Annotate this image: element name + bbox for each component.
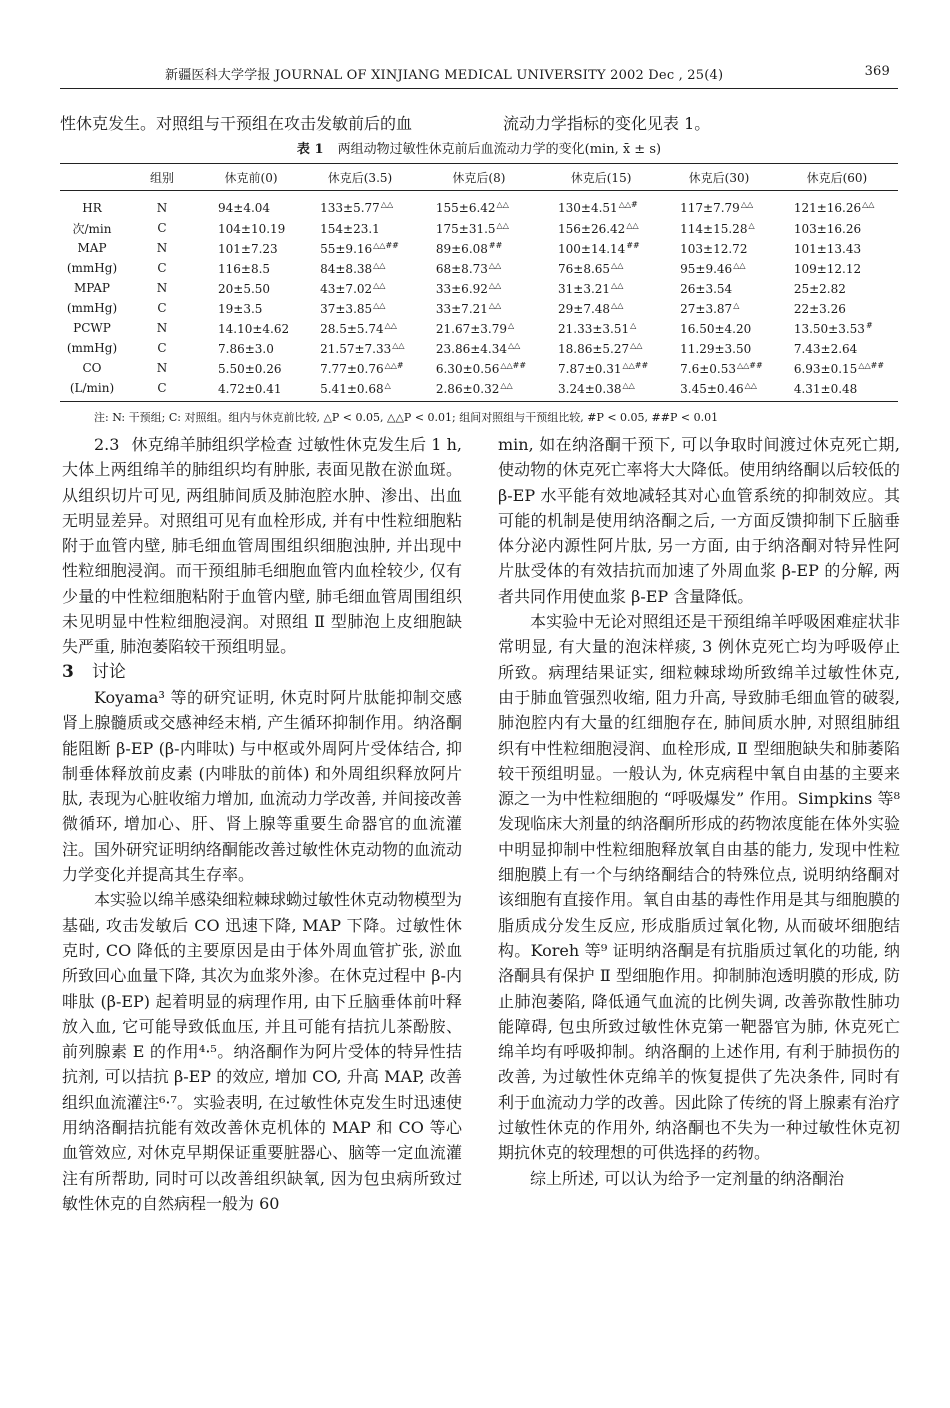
value-text: 22±3.26 bbox=[793, 301, 846, 316]
group-cell: N bbox=[156, 321, 168, 335]
table-row bbox=[60, 298, 898, 318]
value-text: 133±5.77 bbox=[320, 201, 380, 215]
column-header: 休克后(60) bbox=[776, 164, 898, 191]
group-cell: C bbox=[157, 261, 167, 275]
value-cell bbox=[418, 378, 540, 402]
value-text: 43±7.02 bbox=[320, 281, 373, 296]
significance-mark: △△ bbox=[380, 200, 394, 209]
significance-mark: ## bbox=[626, 240, 640, 250]
significance-mark: △△ bbox=[862, 200, 875, 209]
value-text: 7.6±0.53 bbox=[680, 361, 736, 376]
significance-mark: △△ bbox=[373, 260, 386, 270]
value-text: 2.86±0.32 bbox=[435, 381, 500, 396]
value-cell bbox=[776, 298, 898, 318]
value-text: 33±6.92 bbox=[435, 281, 488, 296]
table-note: 注: N: 干预组; C: 对照组。组内与休克前比较, △P < 0.05, △△P < 0.01; 组间对照组与干预组比较, #P < 0.05, ##P < 0.01 bbox=[94, 411, 719, 424]
column-header: 休克后(3.5) bbox=[302, 164, 418, 191]
value-cell bbox=[776, 218, 898, 238]
value-text: 3.24±0.38 bbox=[558, 381, 622, 396]
value-cell bbox=[776, 338, 898, 358]
table-row bbox=[60, 238, 898, 258]
value-cell bbox=[662, 191, 776, 219]
value-cell bbox=[302, 338, 418, 358]
group-cell: C bbox=[157, 221, 167, 235]
value-cell bbox=[540, 298, 662, 318]
value-text: 21.67±3.79 bbox=[435, 321, 507, 336]
significance-mark: △△## bbox=[500, 360, 527, 370]
value-cell bbox=[200, 258, 302, 278]
value-text: 5.50±0.26 bbox=[218, 361, 282, 376]
value-cell bbox=[302, 358, 418, 378]
significance-mark: △△## bbox=[858, 360, 885, 370]
significance-mark: △△ bbox=[488, 300, 502, 310]
value-cell bbox=[418, 191, 540, 219]
value-cell bbox=[776, 191, 898, 219]
value-cell bbox=[662, 258, 776, 278]
value-text: 95±9.46 bbox=[680, 261, 733, 276]
right-paragraph-1: min, 如在纳洛酮干预下, 可以争取时间渡过休克死亡期, 使动物的休克死亡率将大大降低。使用纳络酮以后较低的 β-EP 水平能有效地减轻其对心血管系统的抑制效应。其可能的机制是使用纳洛酮之后, 一方面反馈抑制下丘脑垂体分泌内源性阿片肽, 另一方面, 由于纳洛酮对特异性阿片肽受体的有效拮抗而加速了外周血浆 β-EP 的分解, 两者共同作用使血浆 β-EP 含量降低。 bbox=[498, 435, 900, 606]
indicator-cell: HR bbox=[82, 200, 102, 215]
value-text: 6.30±0.56 bbox=[435, 361, 500, 376]
value-text: 109±12.12 bbox=[793, 261, 862, 276]
value-cell bbox=[662, 218, 776, 238]
value-text: 18.86±5.27 bbox=[558, 341, 630, 356]
indicator-cell: (mmHg) bbox=[66, 301, 118, 315]
significance-mark: △△# bbox=[618, 200, 638, 209]
value-cell bbox=[302, 278, 418, 298]
value-text: 121±16.26 bbox=[793, 201, 862, 215]
value-cell bbox=[200, 278, 302, 298]
value-text: 94±4.04 bbox=[218, 201, 271, 215]
value-cell bbox=[540, 378, 662, 402]
table-row bbox=[60, 378, 898, 402]
table-row bbox=[60, 338, 898, 358]
significance-mark: △△ bbox=[630, 340, 643, 350]
value-cell bbox=[540, 278, 662, 298]
value-text: 114±15.28 bbox=[680, 221, 748, 236]
value-cell bbox=[662, 278, 776, 298]
significance-mark: △△ bbox=[496, 200, 509, 209]
value-cell bbox=[302, 238, 418, 258]
section-2-3-text: 休克绵羊肺组织学检查 过敏性休克发生后 1 h, 大体上两组绵羊的肺组织均有肿胀, 表面见散在淤血斑。从组织切片可见, 两组肺间质及肺泡腔水肿、渗出、出血无明显差异。对照组可见有血栓形成, 并有中性粒细胞粘附于血管内壁, 肺毛细血管周围组织细胞浊肿, 并出现中性粒细胞浸润。而干预组肺毛细胞血管内血栓较少, 仅有少量的中性粒细胞粘附于血管内壁, 肺毛细血管周围组织未见明显中性粒细胞浸润。对照组 Ⅱ 型肺泡上皮细胞缺失严重, 肺泡萎陷较干预组明显。 bbox=[62, 435, 462, 657]
value-cell bbox=[418, 258, 540, 278]
header-rule bbox=[60, 88, 898, 89]
value-cell bbox=[662, 358, 776, 378]
running-head bbox=[120, 62, 890, 84]
value-text: 154±23.1 bbox=[320, 221, 380, 236]
indicator-cell: (L/min) bbox=[60, 378, 124, 402]
value-text: 7.43±2.64 bbox=[793, 341, 858, 356]
value-cell bbox=[776, 258, 898, 278]
significance-mark: ## bbox=[488, 240, 503, 250]
value-text: 21.33±3.51 bbox=[558, 321, 630, 336]
value-text: 117±7.79 bbox=[680, 201, 740, 215]
value-cell bbox=[662, 238, 776, 258]
value-cell bbox=[200, 358, 302, 378]
value-cell bbox=[418, 358, 540, 378]
value-text: 13.50±3.53 bbox=[793, 321, 865, 336]
column-header: 休克后(15) bbox=[540, 164, 662, 191]
significance-mark: △△ bbox=[744, 380, 757, 390]
table-number: 表 1 bbox=[296, 142, 324, 157]
indicator-cell: MPAP bbox=[74, 281, 110, 295]
section-number: 2.3 bbox=[94, 435, 120, 454]
value-text: 7.87±0.31 bbox=[558, 361, 622, 376]
value-text: 25±2.82 bbox=[793, 281, 846, 296]
value-text: 155±6.42 bbox=[435, 201, 496, 215]
table-caption bbox=[60, 138, 898, 157]
right-paragraph-2: 本实验中无论对照组还是干预组绵羊呼吸困难症状非常明显, 有大量的泡沫样痰, 3 例休克死亡均为呼吸停止所致。病理结果证实, 细粒棘球坳所致绵羊过敏性休克, 由于肺血管强烈收缩, 阻力升高, 导致肺毛细血管的破裂, 肺泡腔内有大量的红细胞存在, 肺间质水肿, 对照组肺组织有中性粒细胞浸润、血栓形成, Ⅱ 型细胞缺失和肺萎陷较干预组明显。一般认为, 休克病程中氧自由基的主要来源之一为中性粒细胞的 “呼吸爆发” 作用。Simpkins 等⁸ 发现临床大剂量的纳洛酮所形成的药物浓度能在体外实验中明显抑制中性粒细胞释放氧自由基的能力, 发现中性粒细胞膜上有一个与纳络酮结合的特殊位点, 说明纳络酮对该细胞有直接作用。氧自由基的毒性作用是其与细胞膜的脂质成分发生反应, 形成脂质过氧化物, 从而破坏细胞结构。Koreh 等⁹ 证明纳洛酮是有抗脂质过氧化的功能, 纳洛酮具有保护 Ⅱ 型细胞作用。抑制肺泡透明膜的形成, 防止肺泡萎陷, 降低通气血流的比例失调, 改善弥散性肺功能障碍, 包虫所致过敏性休克第一靶器官为肺, 休克死亡绵羊均有呼吸抑制。纳洛酮的上述作用, 有利于肺损伤的改善, 为过敏性休克绵羊的恢复提供了先决条件, 同时有利于血流动力学的改善。因此除了传统的肾上腺素有治疗过敏性休克的作用外, 纳洛酮也不失为一种过敏性休克初期抗休克的较理想的可供选择的药物。 bbox=[498, 612, 900, 1163]
group-cell: C bbox=[124, 378, 200, 402]
value-text: 130±4.51 bbox=[558, 201, 618, 215]
value-cell bbox=[662, 318, 776, 338]
significance-mark: △△ bbox=[488, 280, 502, 290]
value-text: 84±8.38 bbox=[320, 261, 373, 276]
value-text: 6.93±0.15 bbox=[793, 361, 858, 376]
significance-mark: △△ bbox=[622, 380, 635, 390]
value-cell bbox=[418, 238, 540, 258]
table-row bbox=[60, 258, 898, 278]
left-column bbox=[62, 432, 462, 1216]
value-cell bbox=[540, 358, 662, 378]
value-cell bbox=[418, 338, 540, 358]
value-text: 89±6.08 bbox=[435, 241, 488, 256]
value-cell bbox=[662, 338, 776, 358]
indicator-cell: MAP bbox=[77, 241, 107, 255]
indicator-cell: CO bbox=[82, 361, 102, 375]
value-cell bbox=[200, 218, 302, 238]
significance-mark: # bbox=[865, 320, 873, 330]
value-text: 29±7.48 bbox=[558, 301, 611, 316]
value-text: 21.57±7.33 bbox=[320, 341, 392, 356]
value-cell bbox=[418, 218, 540, 238]
value-text: 27±3.87 bbox=[680, 301, 733, 316]
table-title: 两组动物过敏性休克前后血流动力学的变化(min, x̄ ± s) bbox=[337, 142, 662, 157]
value-cell bbox=[418, 278, 540, 298]
value-text: 14.10±4.62 bbox=[218, 321, 290, 336]
value-cell bbox=[200, 191, 302, 219]
table-row bbox=[60, 358, 898, 378]
significance-mark: △△## bbox=[622, 360, 649, 370]
table-row bbox=[60, 278, 898, 298]
value-text: 37±3.85 bbox=[320, 301, 373, 316]
value-text: 68±8.73 bbox=[435, 261, 488, 276]
column-header: 组别 bbox=[124, 164, 200, 191]
value-text: 20±5.50 bbox=[218, 281, 271, 296]
value-cell bbox=[776, 238, 898, 258]
value-text: 33±7.21 bbox=[435, 301, 488, 316]
value-cell bbox=[302, 218, 418, 238]
value-cell bbox=[302, 318, 418, 338]
section-2-3-paragraph bbox=[62, 432, 462, 660]
significance-mark: △△# bbox=[384, 360, 404, 370]
significance-mark: △ bbox=[508, 320, 515, 330]
indicator-cell: (mmHg) bbox=[66, 261, 118, 275]
value-text: 26±3.54 bbox=[680, 281, 733, 296]
intro-text-right: 流动力学指标的变化见表 1。 bbox=[503, 114, 711, 133]
value-cell bbox=[540, 318, 662, 338]
value-text: 4.31±0.48 bbox=[793, 381, 858, 396]
significance-mark: △△ bbox=[496, 220, 509, 230]
column-header: 休克后(8) bbox=[418, 164, 540, 191]
right-column bbox=[498, 432, 900, 1191]
value-cell bbox=[776, 378, 898, 402]
significance-mark: △△ bbox=[508, 340, 521, 350]
value-text: 101±13.43 bbox=[793, 241, 862, 256]
value-text: 103±16.26 bbox=[793, 221, 862, 236]
table-body bbox=[60, 191, 898, 402]
page-number: 369 bbox=[864, 64, 890, 79]
significance-mark: △△ bbox=[373, 280, 386, 290]
significance-mark: △△ bbox=[500, 380, 513, 390]
significance-mark: △△ bbox=[392, 340, 405, 350]
column-header: 休克前(0) bbox=[200, 164, 302, 191]
value-cell bbox=[540, 218, 662, 238]
significance-mark: △△ bbox=[611, 280, 624, 290]
value-cell bbox=[302, 378, 418, 402]
value-text: 104±10.19 bbox=[218, 221, 286, 236]
value-cell bbox=[540, 238, 662, 258]
significance-mark: △△ bbox=[384, 320, 397, 330]
discussion-paragraph-1: Koyama³ 等的研究证明, 休克时阿片肽能抑制交感肾上腺髓质或交感神经末梢, 产生循环抑制作用。纳洛酮能阻断 β-EP (β-内啡呔) 与中枢或外周阿片受体结合, 抑制垂体释放前皮素 (内啡肽的前体) 和外周组织释放阿片肽, 表现为心脏收缩力增加, 血流动力学改善, 并间接改善微循环, 增加心、肝、肾上腺等重要生命器官的血流灌注。国外研究证明纳络酮能改善过敏性休克动物的血流动力学变化并提高其生存率。 bbox=[62, 687, 463, 885]
value-cell bbox=[540, 258, 662, 278]
value-cell bbox=[776, 358, 898, 378]
indicator-cell: 次/min bbox=[72, 221, 112, 236]
significance-mark: △△ bbox=[733, 260, 746, 270]
table-row bbox=[60, 191, 898, 219]
value-cell bbox=[662, 378, 776, 402]
significance-mark: △△ bbox=[611, 260, 624, 270]
value-text: 5.41±0.68 bbox=[320, 381, 384, 396]
value-cell bbox=[302, 191, 418, 219]
value-text: 7.86±3.0 bbox=[218, 341, 274, 356]
value-cell bbox=[200, 378, 302, 402]
indicator-cell: (mmHg) bbox=[66, 341, 118, 355]
value-cell bbox=[540, 338, 662, 358]
indicator-cell: PCWP bbox=[73, 321, 111, 335]
value-cell bbox=[200, 318, 302, 338]
significance-mark: △ bbox=[384, 380, 391, 390]
value-text: 156±26.42 bbox=[558, 221, 626, 236]
significance-mark: △△ bbox=[488, 260, 502, 270]
value-text: 4.72±0.41 bbox=[218, 381, 282, 396]
value-text: 7.77±0.76 bbox=[320, 361, 384, 376]
significance-mark: △△ bbox=[373, 300, 386, 310]
value-text: 175±31.5 bbox=[435, 221, 496, 236]
significance-mark: △△ bbox=[740, 200, 754, 209]
value-text: 31±3.21 bbox=[558, 281, 611, 296]
right-paragraph-3: 综上所述, 可以认为给予一定剂量的纳洛酮治 bbox=[530, 1168, 845, 1188]
value-cell bbox=[302, 258, 418, 278]
value-cell bbox=[200, 238, 302, 258]
value-text: 100±14.14 bbox=[558, 241, 626, 256]
hemodynamics-table bbox=[60, 163, 898, 402]
value-cell bbox=[776, 318, 898, 338]
group-cell: C bbox=[157, 301, 167, 315]
value-text: 55±9.16 bbox=[320, 241, 373, 256]
column-header: 休克后(30) bbox=[662, 164, 776, 191]
significance-mark: △ bbox=[748, 220, 755, 230]
significance-mark: △ bbox=[630, 320, 637, 330]
significance-mark: △△ bbox=[611, 300, 624, 310]
value-text: 116±8.5 bbox=[218, 261, 271, 276]
value-text: 28.5±5.74 bbox=[320, 321, 384, 336]
value-cell bbox=[418, 298, 540, 318]
value-cell bbox=[662, 298, 776, 318]
table-row bbox=[60, 218, 898, 238]
significance-mark: △△## bbox=[737, 360, 763, 370]
table-row bbox=[60, 318, 898, 338]
discussion-paragraph-2: 本实验以绵羊感染细粒棘球蚴过敏性休克动物模型为基础, 攻击发敏后 CO 迅速下降, MAP 下降。过敏性休克时, CO 降低的主要原因是由于体外周血管扩张, 淤血所致回心血量下降, 其次为血浆外渗。在休克过程中 β-内啡肽 (β-EP) 起着明显的病理作用, 由下丘脑垂体前叶释放入血, 它可能导致低血压, 并且可能有拮抗儿茶酚胺、前列腺素 E 的作用⁴·⁵。纳洛酮作为阿片受体的特异性拮抗剂, 可以拮抗 β-EP 的效应, 增加 CO, 升高 MAP, 改善组织血流灌注⁶·⁷。实验表明, 在过敏性休克发生时迅速使用纳洛酮拮抗能有效改善休克机体的 MAP 和 CO 等心血管效应, 对休克早期保证重要脏器心、脑等一定血流灌注有所帮助, 同时可以改善组织缺氧, 因为包虫病所致过敏性休克的自然病程一般为 60 bbox=[62, 890, 463, 1213]
group-cell: N bbox=[156, 200, 168, 215]
value-cell bbox=[200, 298, 302, 318]
group-cell: N bbox=[156, 281, 168, 295]
value-cell bbox=[418, 318, 540, 338]
value-text: 103±12.72 bbox=[680, 241, 748, 256]
significance-mark: △△ bbox=[626, 220, 639, 230]
value-text: 19±3.5 bbox=[218, 301, 263, 316]
significance-mark: △△## bbox=[373, 240, 399, 250]
heading-text: 讨论 bbox=[91, 661, 126, 682]
discussion-heading bbox=[62, 660, 462, 685]
value-text: 16.50±4.20 bbox=[680, 321, 752, 336]
column-header bbox=[60, 164, 124, 191]
value-text: 3.45±0.46 bbox=[680, 381, 744, 396]
group-cell: N bbox=[156, 241, 168, 255]
table-header-row bbox=[60, 164, 898, 191]
value-text: 23.86±4.34 bbox=[435, 341, 507, 356]
value-text: 76±8.65 bbox=[558, 261, 611, 276]
value-cell bbox=[776, 278, 898, 298]
intro-text-left: 性休克发生。对照组与干预组在攻击发敏前后的血 bbox=[60, 114, 413, 133]
value-cell bbox=[540, 191, 662, 219]
group-cell: N bbox=[156, 361, 168, 375]
value-cell bbox=[302, 298, 418, 318]
significance-mark: △ bbox=[733, 300, 740, 310]
value-cell bbox=[200, 338, 302, 358]
running-title: 新疆医科大学学报 JOURNAL OF XINJIANG MEDICAL UNIVERSITY 2002 Dec , 25(4) bbox=[165, 68, 724, 83]
value-text: 11.29±3.50 bbox=[680, 341, 752, 356]
value-text: 101±7.23 bbox=[218, 241, 278, 256]
heading-number: 3 bbox=[62, 661, 74, 682]
group-cell: C bbox=[157, 341, 167, 355]
